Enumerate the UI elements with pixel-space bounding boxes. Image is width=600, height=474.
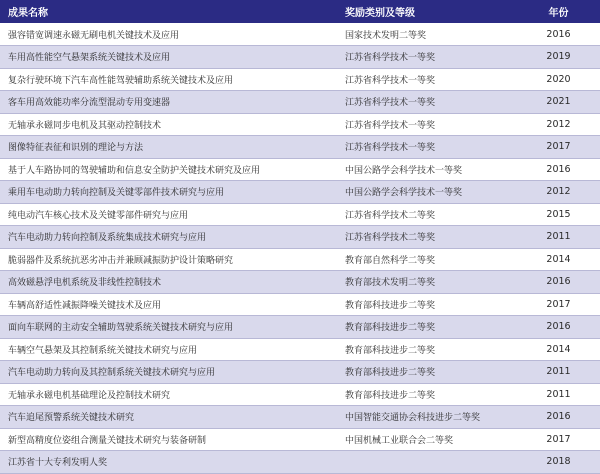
cell-name: 强容错宽调速永磁无刷电机关键技术及应用 [0,23,337,46]
table-row [0,428,600,451]
table-row [0,226,600,249]
header-award: 奖励类别及等级 [345,8,415,19]
table-row [0,203,600,226]
cell-award: 江苏省科学技术一等奖 [337,68,517,91]
cell-year: 2016 [517,158,600,181]
cell-year: 2012 [517,181,600,204]
cell-name: 无轴承永磁同步电机及其驱动控制技术 [0,113,337,136]
cell-name: 脆弱器件及系统抗恶劣冲击并兼顾减振防护设计策略研究 [0,248,337,271]
cell-year: 2011 [517,226,600,249]
cell-year: 2017 [517,136,600,159]
cell-award: 江苏省科学技术二等奖 [337,203,517,226]
cell-award: 江苏省科学技术一等奖 [337,91,517,114]
cell-award: 教育部技术发明二等奖 [337,271,517,294]
cell-name: 客车用高效能功率分流型混动专用变速器 [0,91,337,114]
table-row [0,248,600,271]
cell-year: 2015 [517,203,600,226]
table-row [0,383,600,406]
cell-name: 高效磁悬浮电机系统及非线性控制技术 [0,271,337,294]
cell-year: 2018 [517,451,600,474]
cell-name: 无轴承永磁电机基础理论及控制技术研究 [0,383,337,406]
cell-name: 面向车联网的主动安全辅助驾驶系统关键技术研究与应用 [0,316,337,339]
cell-award: 中国公路学会科学技术一等奖 [337,158,517,181]
cell-year: 2011 [517,361,600,384]
cell-year: 2014 [517,338,600,361]
cell-name: 汽车电动助力转向控制及系统集成技术研究与应用 [0,226,337,249]
cell-year: 2012 [517,113,600,136]
cell-award: 中国智能交通协会科技进步二等奖 [337,406,517,429]
cell-award: 教育部科技进步二等奖 [337,293,517,316]
cell-name: 新型高精度位姿组合测量关键技术研究与装备研制 [0,428,337,451]
cell-award: 教育部科技进步二等奖 [337,316,517,339]
table-row [0,158,600,181]
cell-name: 江苏省十大专利发明人奖 [0,451,337,474]
cell-year: 2020 [517,68,600,91]
cell-name: 汽车电动助力转向及其控制系统关键技术研究与应用 [0,361,337,384]
cell-award: 教育部自然科学二等奖 [337,248,517,271]
cell-name: 基于人车路协同的驾驶辅助和信息安全防护关键技术研究及应用 [0,158,337,181]
table-row [0,136,600,159]
table-row [0,316,600,339]
cell-year: 2017 [517,293,600,316]
cell-year: 2016 [517,406,600,429]
cell-name: 车用高性能空气悬架系统关键技术及应用 [0,46,337,69]
table-row [0,113,600,136]
table-header [0,0,600,23]
cell-award: 教育部科技进步二等奖 [337,383,517,406]
table-row [0,406,600,429]
cell-award: 江苏省科学技术一等奖 [337,46,517,69]
cell-name: 乘用车电动助力转向控制及关键零部件技术研究与应用 [0,181,337,204]
cell-year: 2016 [517,23,600,46]
table-body [0,23,600,473]
cell-year: 2016 [517,271,600,294]
cell-award: 教育部科技进步二等奖 [337,338,517,361]
cell-year: 2011 [517,383,600,406]
cell-award: 江苏省科学技术二等奖 [337,226,517,249]
cell-name: 图像特征表征和识别的理论与方法 [0,136,337,159]
header-row [0,0,600,23]
cell-award: 中国公路学会科学技术一等奖 [337,181,517,204]
table-row [0,361,600,384]
table-row [0,46,600,69]
table-row [0,68,600,91]
cell-name: 纯电动汽车核心技术及关键零部件研究与应用 [0,203,337,226]
cell-award: 江苏省科学技术一等奖 [337,113,517,136]
table-row [0,23,600,46]
header-year: 年份 [548,8,569,19]
table-row [0,293,600,316]
cell-year: 2021 [517,91,600,114]
cell-name: 车辆空气悬架及其控制系统关键技术研究与应用 [0,338,337,361]
cell-name: 复杂行驶环境下汽车高性能驾驶辅助系统关键技术及应用 [0,68,337,91]
cell-award: 中国机械工业联合会二等奖 [337,428,517,451]
cell-award: 国家技术发明二等奖 [337,23,517,46]
table-row [0,91,600,114]
cell-award: 教育部科技进步二等奖 [337,361,517,384]
cell-year: 2017 [517,428,600,451]
cell-year: 2019 [517,46,600,69]
table-row [0,181,600,204]
cell-year: 2016 [517,316,600,339]
cell-award: 江苏省科学技术一等奖 [337,136,517,159]
table-row [0,338,600,361]
cell-name: 车辆高舒适性减振降噪关键技术及应用 [0,293,337,316]
cell-year: 2014 [517,248,600,271]
header-name: 成果名称 [8,8,48,19]
table-row [0,271,600,294]
cell-name: 汽车追尾预警系统关键技术研究 [0,406,337,429]
